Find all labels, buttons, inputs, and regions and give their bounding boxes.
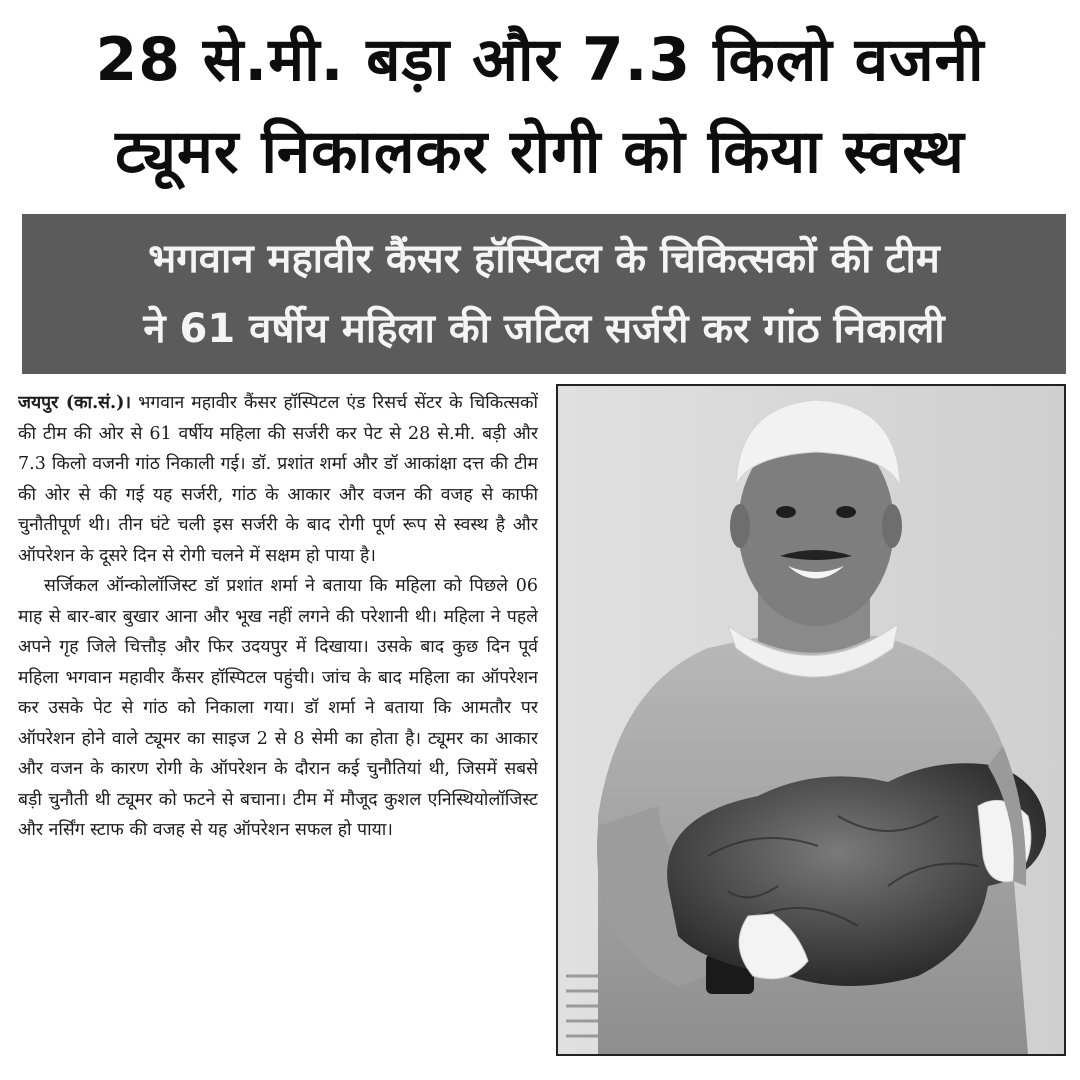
article-body [18,388,538,1068]
right-ear [882,504,902,548]
subheadline-line-2: ने 61 वर्षीय महिला की जटिल सर्जरी कर गांठ निकाली [143,306,945,352]
subheadline-band [22,214,1066,374]
surgeon-with-tumor-photo [558,386,1064,1054]
dateline: जयपुर (का.सं.)। [18,393,132,413]
left-ear [730,504,750,548]
news-photo [556,384,1066,1056]
article-paragraph-1-text: भगवान महावीर कैंसर हॉस्पिटल एंड रिसर्च सेंटर के चिकित्सकों की टीम की ओर से 61 वर्षीय महिला की सर्जरी कर पेट से 28 से.मी. बड़ी और 7.3 किलो वजनी गांठ निकाली गई। डॉ. प्रशांत शर्मा और डॉ आकांक्षा दत्त की टीम की ओर से की गई यह सर्जरी, गांठ के आकार और वजन की वजह से काफी चुनौतीपूर्ण थी। तीन घंटे चली इस सर्जरी के बाद रोगी पूर्ण रूप से स्वस्थ है और ऑपरेशन के दूसरे दिन से रोगी चलने में सक्षम हो पाया है। [18,393,538,566]
headline-line-1: 28 से.मी. बड़ा और 7.3 किलो वजनी [95,25,985,95]
headline [20,14,1060,198]
article-paragraph-2: सर्जिकल ऑन्कोलॉजिस्ट डॉ प्रशांत शर्मा ने बताया कि महिला को पिछले 06 माह से बार-बार बुखार आना और भूख नहीं लगने की परेशानी थी। महिला ने पहले अपने गृह जिले चित्तौड़ और फिर उदयपुर में दिखाया। उसके बाद कुछ दिन पूर्व महिला भगवान महावीर कैंसर हॉस्पिटल पहुंची। जांच के बाद महिला का ऑपरेशन कर उसके पेट से गांठ को निकाला गया। डॉ शर्मा ने बताया कि आमतौर पर ऑपरेशन होने वाले ट्यूमर का साइज 2 से 8 सेमी का होता है। ट्यूमर का आकार और वजन के कारण रोगी के ऑपरेशन के दौरान कई चुनौतियां थी, जिसमें सबसे बड़ी चुनौती थी ट्यूमर को फटने से बचाना। टीम में मौजूद कुशल एनिस्थियोलॉजिस्ट और नर्सिंग स्टाफ की वजह से यह ऑपरेशन सफल हो पाया। [18,576,538,840]
left-eye [776,506,796,518]
headline-line-2: ट्यूमर निकालकर रोगी को किया स्वस्थ [115,117,965,187]
article-paragraph-1 [18,388,538,571]
right-eye [836,506,856,518]
subheadline-line-1: भगवान महावीर कैंसर हॉस्पिटल के चिकित्सकों की टीम [148,236,940,282]
